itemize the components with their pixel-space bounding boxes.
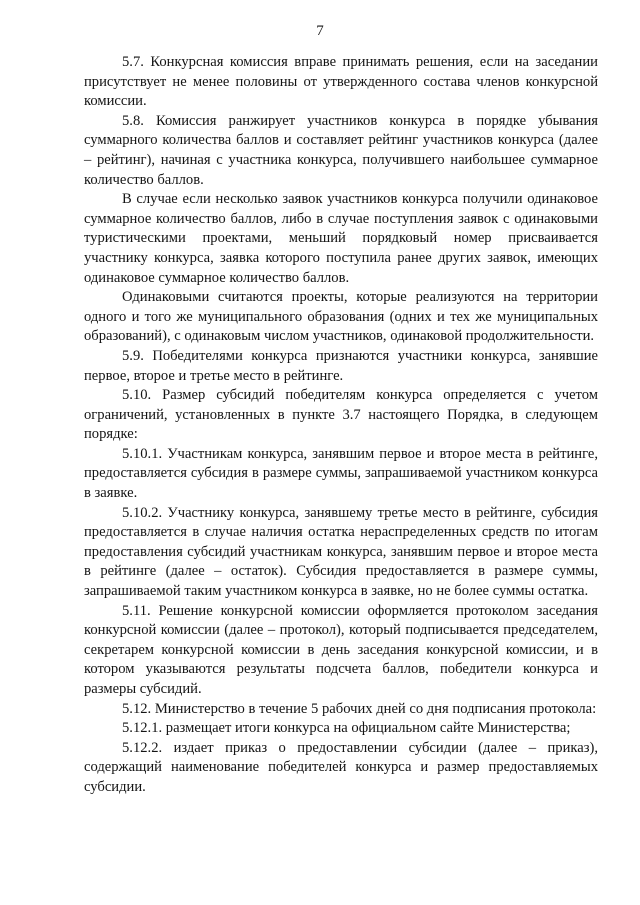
paragraph-5-8: 5.8. Комиссия ранжирует участников конкурса в порядке убывания суммарного количества баллов и составляет рейтинг участников конкурса (далее – рейтинг), начиная с участника конкурса, получившего наибольшее суммарное количество баллов. <box>84 112 598 188</box>
paragraph-5-12-1: 5.12.1. размещает итоги конкурса на официальном сайте Министерства; <box>122 720 571 737</box>
paragraph-5-9: 5.9. Победителями конкурса признаются участники конкурса, занявшие первое, второе и третье место в рейтинге. <box>84 347 598 384</box>
paragraph-equal-scores: В случае если несколько заявок участников конкурса получили одинаковое суммарное количество баллов, либо в случае поступления заявок с одинаковыми туристическими проектами, меньший порядковый номер присваивается участнику конкурса, заявка которого поступила ранее других заявок, имеющих одинаковое суммарное количество баллов. <box>84 191 598 286</box>
page-number: 7 <box>316 23 324 39</box>
paragraph-5-12-2: 5.12.2. издает приказ о предоставлении субсидии (далее – приказ), содержащий наименование победителей конкурса и размер предоставляемых субсидии. <box>84 739 598 795</box>
paragraph-5-10-2: 5.10.2. Участнику конкурса, занявшему третье место в рейтинге, субсидия предоставляется в случае наличия остатка нераспределенных средств по итогам предоставления субсидий участникам конкурса, занявшим первое и второе места в рейтинге (далее – остаток). Субсидия предоставляется в размере суммы, запрашиваемой таким участником конкурса в заявке, но не более суммы остатка. <box>84 504 598 600</box>
paragraph-5-10: 5.10. Размер субсидий победителям конкурса определяется с учетом ограничений, установленных в пункте 3.7 настоящего Порядка, в следующем порядке: <box>84 387 598 443</box>
paragraph-equal-projects: Одинаковыми считаются проекты, которые реализуются на территории одного и того же муниципального образования (одних и тех же муниципальных образований), с одинаковым числом участников, одинаковой продолжительности. <box>84 289 598 345</box>
paragraph-5-10-1: 5.10.1. Участникам конкурса, занявшим первое и второе места в рейтинге, предоставляется субсидия в размере суммы, запрашиваемой участником конкурса в заявке. <box>84 445 598 502</box>
paragraph-5-7: 5.7. Конкурсная комиссия вправе принимать решения, если на заседании присутствует не менее половины от утвержденного состава членов конкурсной комиссии. <box>84 54 598 110</box>
paragraph-5-12: 5.12. Министерство в течение 5 рабочих дней со дня подписания протокола: <box>122 700 597 717</box>
document-body <box>84 53 598 798</box>
paragraph-5-11: 5.11. Решение конкурсной комиссии оформляется протоколом заседания конкурсной комиссии (далее – протокол), который подписывается председателем, секретарем конкурсной комиссии в день заседания конкурсной комиссии, и в котором указываются результаты подсчета баллов, победители конкурса и размеры субсидий. <box>84 602 598 697</box>
